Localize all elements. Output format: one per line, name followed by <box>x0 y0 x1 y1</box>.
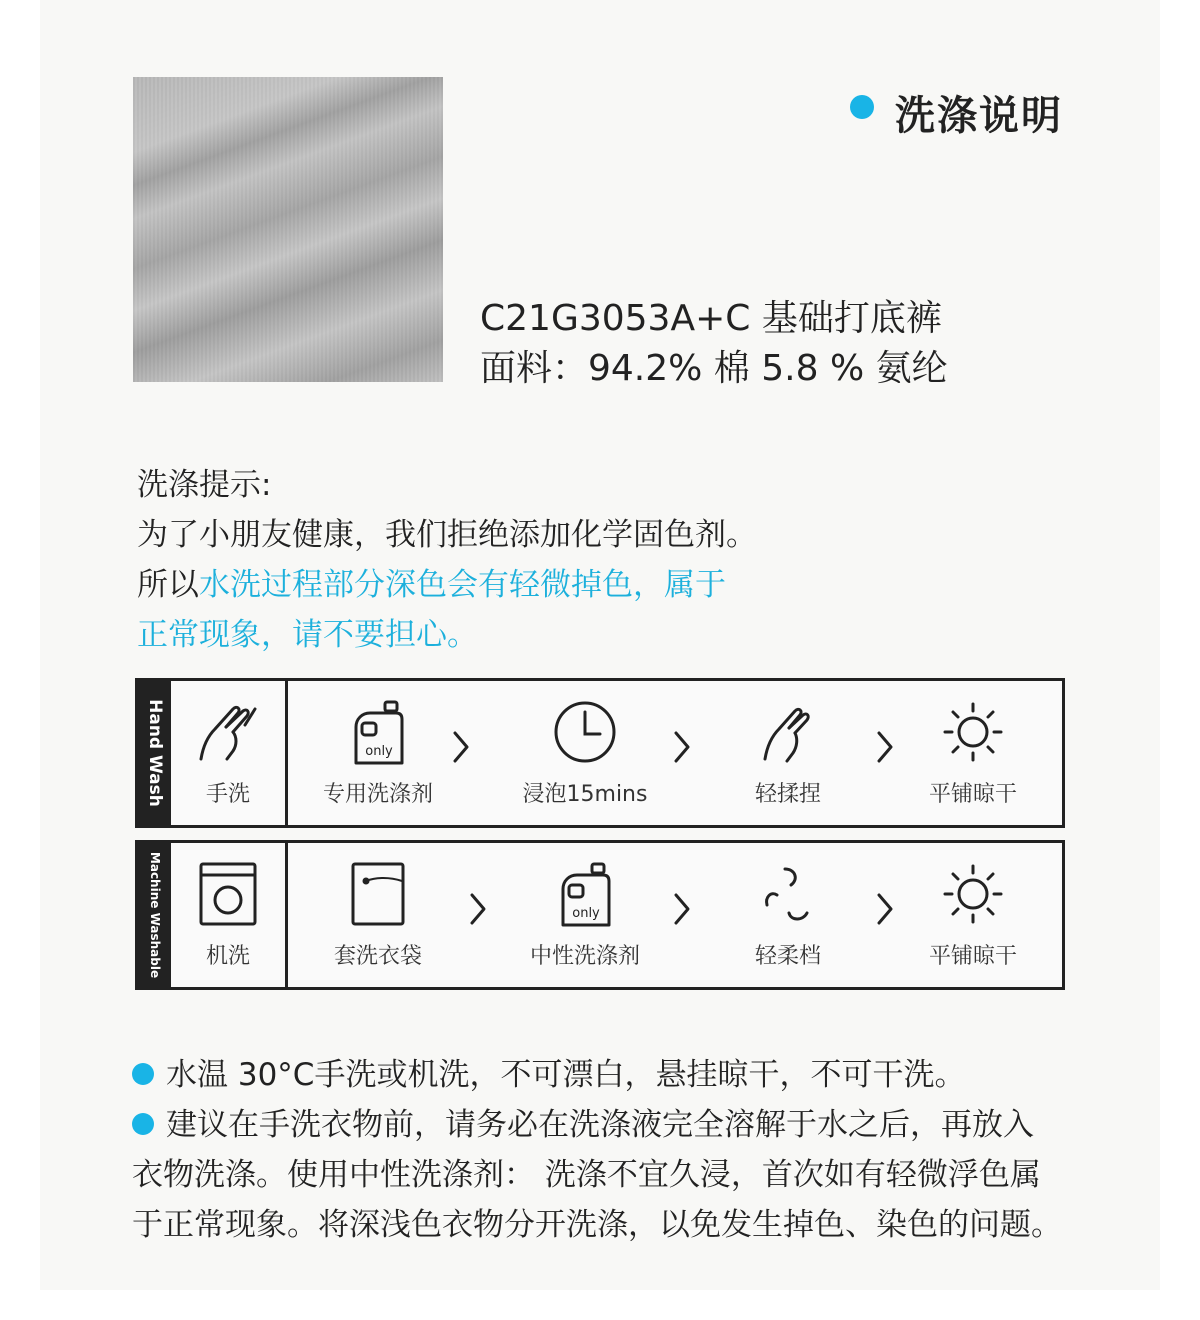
product-info <box>480 294 948 394</box>
note-2-line-1: 建议在手洗衣物前，请务必在洗涤液完全溶解于水之后，再放入 <box>166 1107 1034 1143</box>
detergent-bottle-icon <box>348 699 408 765</box>
gentle-hand-icon <box>755 699 821 765</box>
only-label: only <box>572 906 600 921</box>
hand-step-2-label: 浸泡15mins <box>522 782 648 807</box>
machine-step-2-label: 中性洗涤剂 <box>529 944 640 969</box>
chevron-right-icon <box>451 729 471 765</box>
machine-step-dry <box>898 861 1048 970</box>
machine-wash-panel <box>135 840 1065 990</box>
hand-step-knead <box>713 699 863 808</box>
gentle-cycle-icon <box>755 861 821 927</box>
machine-wash-divider <box>285 843 288 987</box>
bullet-icon <box>132 1063 154 1085</box>
fabric-composition: 面料：94.2% 棉 5.8 % 氨纶 <box>480 348 948 389</box>
tips-line-2 <box>137 560 757 610</box>
machine-step-1-label: 套洗衣袋 <box>333 944 422 969</box>
tips-line-2-highlight: 水洗过程部分深色会有轻微掉色，属于 <box>199 567 726 603</box>
hand-wash-panel <box>135 678 1065 828</box>
page-title: 洗涤说明 <box>895 93 1063 139</box>
machine-step-3-label: 轻柔档 <box>754 944 821 969</box>
chevron-right-icon <box>875 891 895 927</box>
hand-icon <box>193 699 263 765</box>
hand-wash-divider <box>285 681 288 825</box>
hand-wash-side-text: Hand Wash <box>144 699 165 807</box>
note-2-line-3: 于正常现象。将深浅色衣物分开洗涤，以免发生掉色、染色的问题。 <box>132 1207 1062 1243</box>
fabric-photo <box>133 77 443 382</box>
chevron-right-icon <box>875 729 895 765</box>
chevron-right-icon <box>468 891 488 927</box>
tips-heading: 洗涤提示: <box>137 467 272 503</box>
hand-wash-main <box>171 699 285 808</box>
hand-wash-label: 手洗 <box>205 782 250 807</box>
machine-step-bag <box>303 861 453 970</box>
machine-step-detergent <box>510 861 660 970</box>
sun-icon <box>940 699 1006 765</box>
machine-wash-side-label <box>138 843 171 987</box>
machine-wash-label: 机洗 <box>205 944 250 969</box>
title-bullet-icon <box>850 95 874 119</box>
tips-line-3-highlight: 正常现象，请不要担心。 <box>137 617 478 653</box>
washing-machine-icon <box>197 861 259 927</box>
sun-icon <box>940 861 1006 927</box>
tips-line-1: 为了小朋友健康，我们拒绝添加化学固色剂。 <box>137 517 757 553</box>
hand-step-4-label: 平铺晾干 <box>928 782 1017 807</box>
clock-icon <box>552 699 618 765</box>
hand-step-1-label: 专用洗涤剂 <box>322 782 433 807</box>
machine-wash-main <box>171 861 285 970</box>
only-label: only <box>365 744 393 759</box>
chevron-right-icon <box>672 891 692 927</box>
hand-step-3-label: 轻揉捏 <box>754 782 821 807</box>
note-2 <box>132 1100 1112 1150</box>
bullet-icon <box>132 1113 154 1135</box>
tips-line-2-prefix: 所以 <box>137 567 199 603</box>
note-1 <box>132 1050 1112 1100</box>
note-2-line-2: 衣物洗涤。使用中性洗涤剂： 洗涤不宜久浸，首次如有轻微浮色属 <box>132 1157 1041 1193</box>
hand-step-soak <box>510 699 660 808</box>
wash-tips <box>137 460 757 660</box>
care-notes <box>132 1050 1112 1250</box>
hand-wash-side-label <box>138 681 171 825</box>
note-1-text: 水温 30°C手洗或机洗，不可漂白，悬挂晾干，不可干洗。 <box>166 1057 966 1093</box>
hand-step-detergent <box>303 699 453 808</box>
machine-step-gentle <box>713 861 863 970</box>
laundry-bag-icon <box>348 861 408 927</box>
detergent-bottle-icon <box>555 861 615 927</box>
machine-step-4-label: 平铺晾干 <box>928 944 1017 969</box>
product-name: C21G3053A+C 基础打底裤 <box>480 298 942 339</box>
machine-wash-side-text: Machine Washable <box>147 851 162 979</box>
chevron-right-icon <box>672 729 692 765</box>
hand-step-dry <box>898 699 1048 808</box>
